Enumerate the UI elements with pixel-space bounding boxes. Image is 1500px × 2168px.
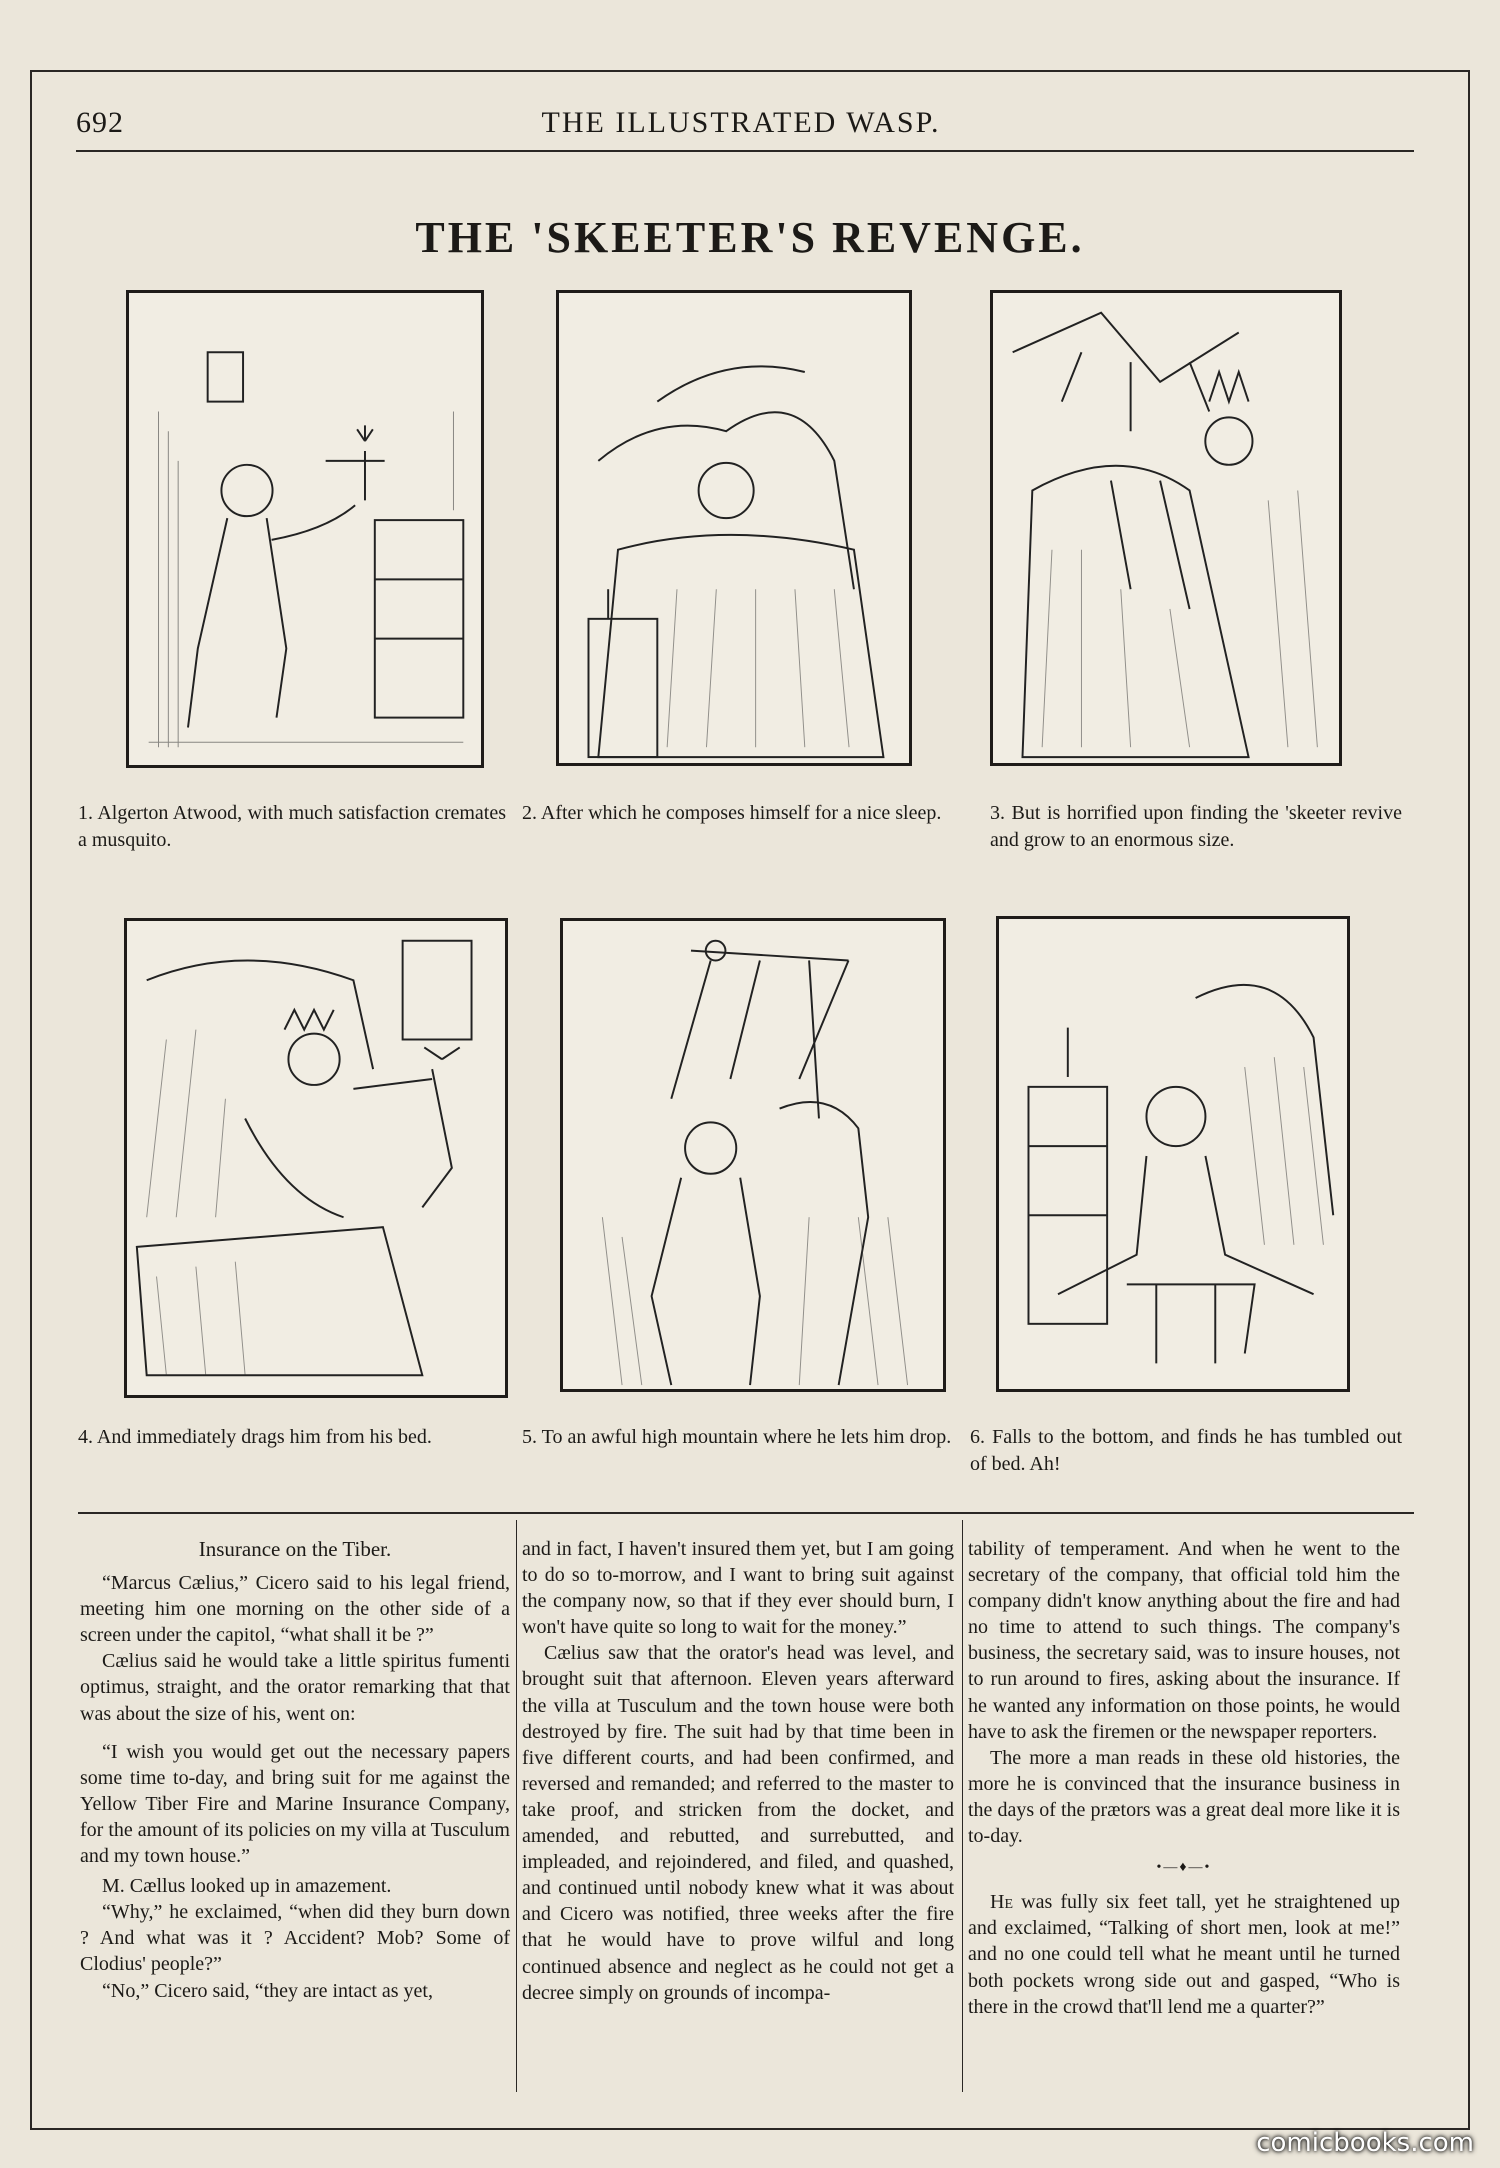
panel-6-caption: 6. Falls to the bottom, and finds he has tumbled out of bed. Ah!: [970, 1426, 1402, 1475]
panel-1-caption: 1. Algerton Atwood, with much satisfaction cremates a musquito.: [78, 802, 506, 851]
paragraph: and in fact, I haven't insured them yet, but I am going to do so to-morrow, and I want to bring suit against the company now, so that if they ever should burn, I won't have quite so long to wait for the money.”: [522, 1538, 954, 1639]
column-rule-2: [962, 1520, 963, 2092]
panel-5-caption: 5. To an awful high mountain where he lets him drop.: [522, 1426, 952, 1448]
panel-4-caption: 4. And immediately drags him from his bed.: [78, 1426, 432, 1448]
panel-1-illustration: [126, 290, 484, 768]
paragraph: Cælius said he would take a little spiritus fumenti optimus, straight, and the orator remarking that that was about the size of his, went on:: [80, 1650, 510, 1725]
anecdote-lead: He: [990, 1891, 1013, 1914]
article-column-1: [80, 1536, 510, 2004]
paragraph: “No,” Cicero said, “they are intact as yet,: [102, 1979, 433, 2002]
section-ornament: •—♦—•: [1156, 1860, 1212, 1876]
column-rule-1: [516, 1520, 517, 2092]
paragraph: M. Cællus looked up in amazement.: [102, 1875, 392, 1898]
article-title: Insurance on the Tiber.: [198, 1537, 392, 1561]
panel-2-illustration: [556, 290, 912, 766]
article-column-3: [968, 1536, 1400, 2020]
running-title: THE ILLUSTRATED WASP.: [541, 106, 941, 139]
panel-3-caption: 3. But is horrified upon finding the 'skeeter revive and grow to an enormous size.: [990, 802, 1402, 851]
article-column-2: [522, 1536, 954, 2006]
header-rule: [76, 150, 1414, 152]
anecdote-text: was fully six feet tall, yet he straightened up and exclaimed, “Talking of short men, look at me!” and no one could tell what he meant until he turned both pockets wrong side out and gasped, “Who is there in the crowd that'll lend me a quarter?”: [968, 1891, 1400, 2018]
page-number: 692: [76, 106, 124, 139]
page-header: [76, 106, 1406, 146]
panel-4-illustration: [124, 918, 508, 1398]
paragraph: “Why,” he exclaimed, “when did they burn down ? And what was it ? Accident? Mob? Some of Clodius' people?”: [80, 1901, 510, 1976]
section-rule: [78, 1512, 1414, 1514]
cartoon-title: THE 'SKEETER'S REVENGE.: [415, 213, 1085, 262]
anecdote-paragraph: [968, 1889, 1400, 2019]
panel-2-caption: 2. After which he composes himself for a nice sleep.: [522, 802, 942, 824]
paragraph: “I wish you would get out the necessary papers some time to-day, and bring suit for me against the Yellow Tiber Fire and Marine Insurance Company, for the amount of its policies on my villa at Tusculum and my town house.”: [80, 1740, 510, 1868]
paragraph: The more a man reads in these old histories, the more he is convinced that the insurance business in the days of the prætors was a great deal more like it is to-day.: [968, 1746, 1400, 1848]
paragraph: tability of temperament. And when he went to the secretary of the company, that official told him the company didn't know anything about the fire and had no time to attend to such things. The company's business, the secretary said, was to insure houses, not to run around to fires, asking about the insurance. If he wanted any information on those points, he would have to ask the firemen or the newspaper reporters.: [968, 1538, 1400, 1743]
panel-3-illustration: [990, 290, 1342, 766]
panel-6-illustration: [996, 916, 1350, 1392]
watermark: comicbooks.com: [1256, 2128, 1474, 2158]
paragraph: Cælius saw that the orator's head was level, and brought suit that afternoon. Eleven years afterward the villa at Tusculum and the town house were both destroyed by fire. The suit had by that time been in five different courts, and had been confirmed, and reversed and remanded; and referred to the master to take proof, and stricken from the docket, and amended, and rebutted, and surrebutted, and impleaded, and rejoindered, and filed, and quashed, and continued until nobody knew what it was about and Cicero was notified, three weeks after the fire that he would have to prove wilful and long continued absence and neglect as he could not get a decree simply on grounds of incompa-: [522, 1642, 954, 2004]
paragraph: “Marcus Cælius,” Cicero said to his legal friend, meeting him one morning on the other side of a screen under the capitol, “what shall it be ?”: [80, 1572, 510, 1647]
panel-5-illustration: [560, 918, 946, 1392]
